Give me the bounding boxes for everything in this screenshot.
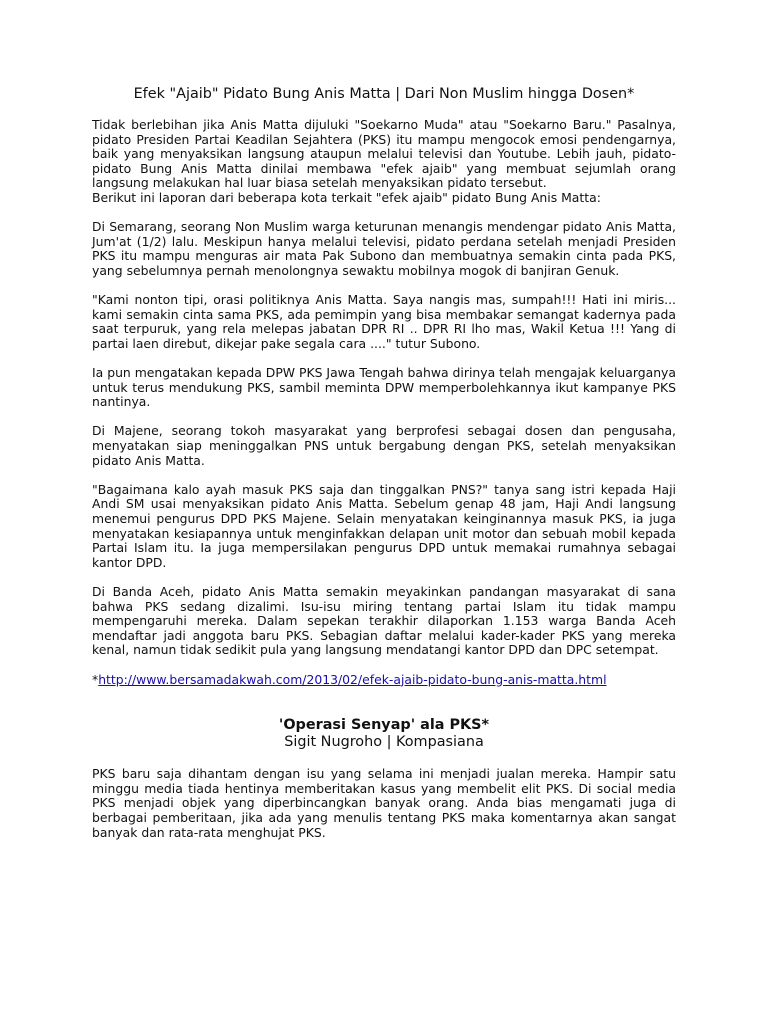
paragraph-semarang: Di Semarang, seorang Non Muslim warga keturunan menangis mendengar pidato Anis Matta, Jum'at (1/2) lalu. Meskipun hanya melalui televisi, pidato perdana setelah menjadi Presiden PKS itu mampu menguras air mata Pak Subono dan membuatnya semakin cinta pada PKS, yang sebelumnya pernah menolongnya sewaktu mobilnya mogok di banjiran Genuk.	[92, 219, 676, 278]
paragraph-haji-andi: "Bagaimana kalo ayah masuk PKS saja dan tinggalkan PNS?" tanya sang istri kepada Haji Andi SM usai menyaksikan pidato Anis Matta. Sebelum genap 48 jam, Haji Andi langsung menemui pengurus DPD PKS Majene. Selain menyatakan keinginannya masuk PKS, ia juga menyatakan kesiapannya untuk menginfakkan delapan unit motor dan sebuah mobil kepada Partai Islam itu. Ia juga mempersilakan pengurus DPD untuk memakai rumahnya sebagai kantor DPD.	[92, 481, 676, 570]
paragraph-intro: Tidak berlebihan jika Anis Matta dijuluki "Soekarno Muda" atau "Soekarno Baru." Pasalnya, pidato Presiden Partai Keadilan Sejahtera (PKS) itu mampu mengocok emosi pendengarnya, baik yang menyaksikan langsung ataupun melalui televisi dan Youtube. Lebih jauh, pidato-pidato Bung Anis Matta dinilai membawa "efek ajaib" yang membuat sejumlah orang langsung melakukan hal luar biasa setelah menyaksikan pidato tersebut.	[92, 117, 676, 191]
article2-byline: Sigit Nugroho | Kompasiana	[284, 734, 484, 751]
document-page	[92, 86, 676, 840]
paragraph-banda-aceh: Di Banda Aceh, pidato Anis Matta semakin meyakinkan pandangan masyarakat di sana bahwa PKS sedang dizalimi. Isu-isu miring tentang partai Islam itu tidak mampu mempengaruhi mereka. Dalam sepekan terakhir dilaporkan 1.153 warga Banda Aceh mendaftar jadi anggota baru PKS. Sebagian daftar melalui kader-kader PKS yang mereka kenal, namun tidak sedikit pula yang langsung mendatangi kantor DPD dan DPC setempat.	[92, 584, 676, 658]
paragraph-majene: Di Majene, seorang tokoh masyarakat yang berprofesi sebagai dosen dan pengusaha, menyatakan siap meninggalkan PNS untuk bergabung dengan PKS, setelah menyaksikan pidato Anis Matta.	[92, 423, 676, 468]
source-marker: *	[92, 671, 99, 687]
article-title: Efek "Ajaib" Pidato Bung Anis Matta | Dari Non Muslim hingga Dosen*	[133, 86, 635, 102]
paragraph-dpw: Ia pun mengatakan kepada DPW PKS Jawa Tengah bahwa dirinya telah mengajak keluarganya untuk terus mendukung PKS, sambil meminta DPW memperbolehkannya ikut kampanye PKS nantinya.	[92, 365, 676, 410]
source-link[interactable]: http://www.bersamadakwah.com/2013/02/efek-ajaib-pidato-bung-anis-matta.html	[98, 671, 607, 687]
article2-paragraph: PKS baru saja dihantam dengan isu yang selama ini menjadi jualan mereka. Hampir satu minggu media tiada hentinya memberitakan kasus yang membelit elit PKS. Di social media PKS menjadi objek yang diperbincangkan banyak orang. Anda bias mengamati juga di berbagai pemberitaan, jika ada yang menulis tentang PKS maka komentarnya akan sangat banyak dan rata-rata menghujat PKS.	[92, 766, 676, 840]
source-line	[92, 673, 676, 688]
paragraph-reports-intro: Berikut ini laporan dari beberapa kota terkait "efek ajaib" pidato Bung Anis Matta:	[92, 189, 601, 205]
article2-title: 'Operasi Senyap' ala PKS*	[278, 717, 490, 734]
paragraph-subono-quote: "Kami nonton tipi, orasi politiknya Anis Matta. Saya nangis mas, sumpah!!! Hati ini miris... kami semakin cinta sama PKS, ada pemimpin yang bisa membakar semangat kadernya pada saat terpuruk, yang rela melepas jabatan DPR RI .. DPR RI lho mas, Wakil Ketua !!! Yang di partai laen direbut, dikejar pake segala cara ...." tutur Subono.	[92, 292, 676, 351]
